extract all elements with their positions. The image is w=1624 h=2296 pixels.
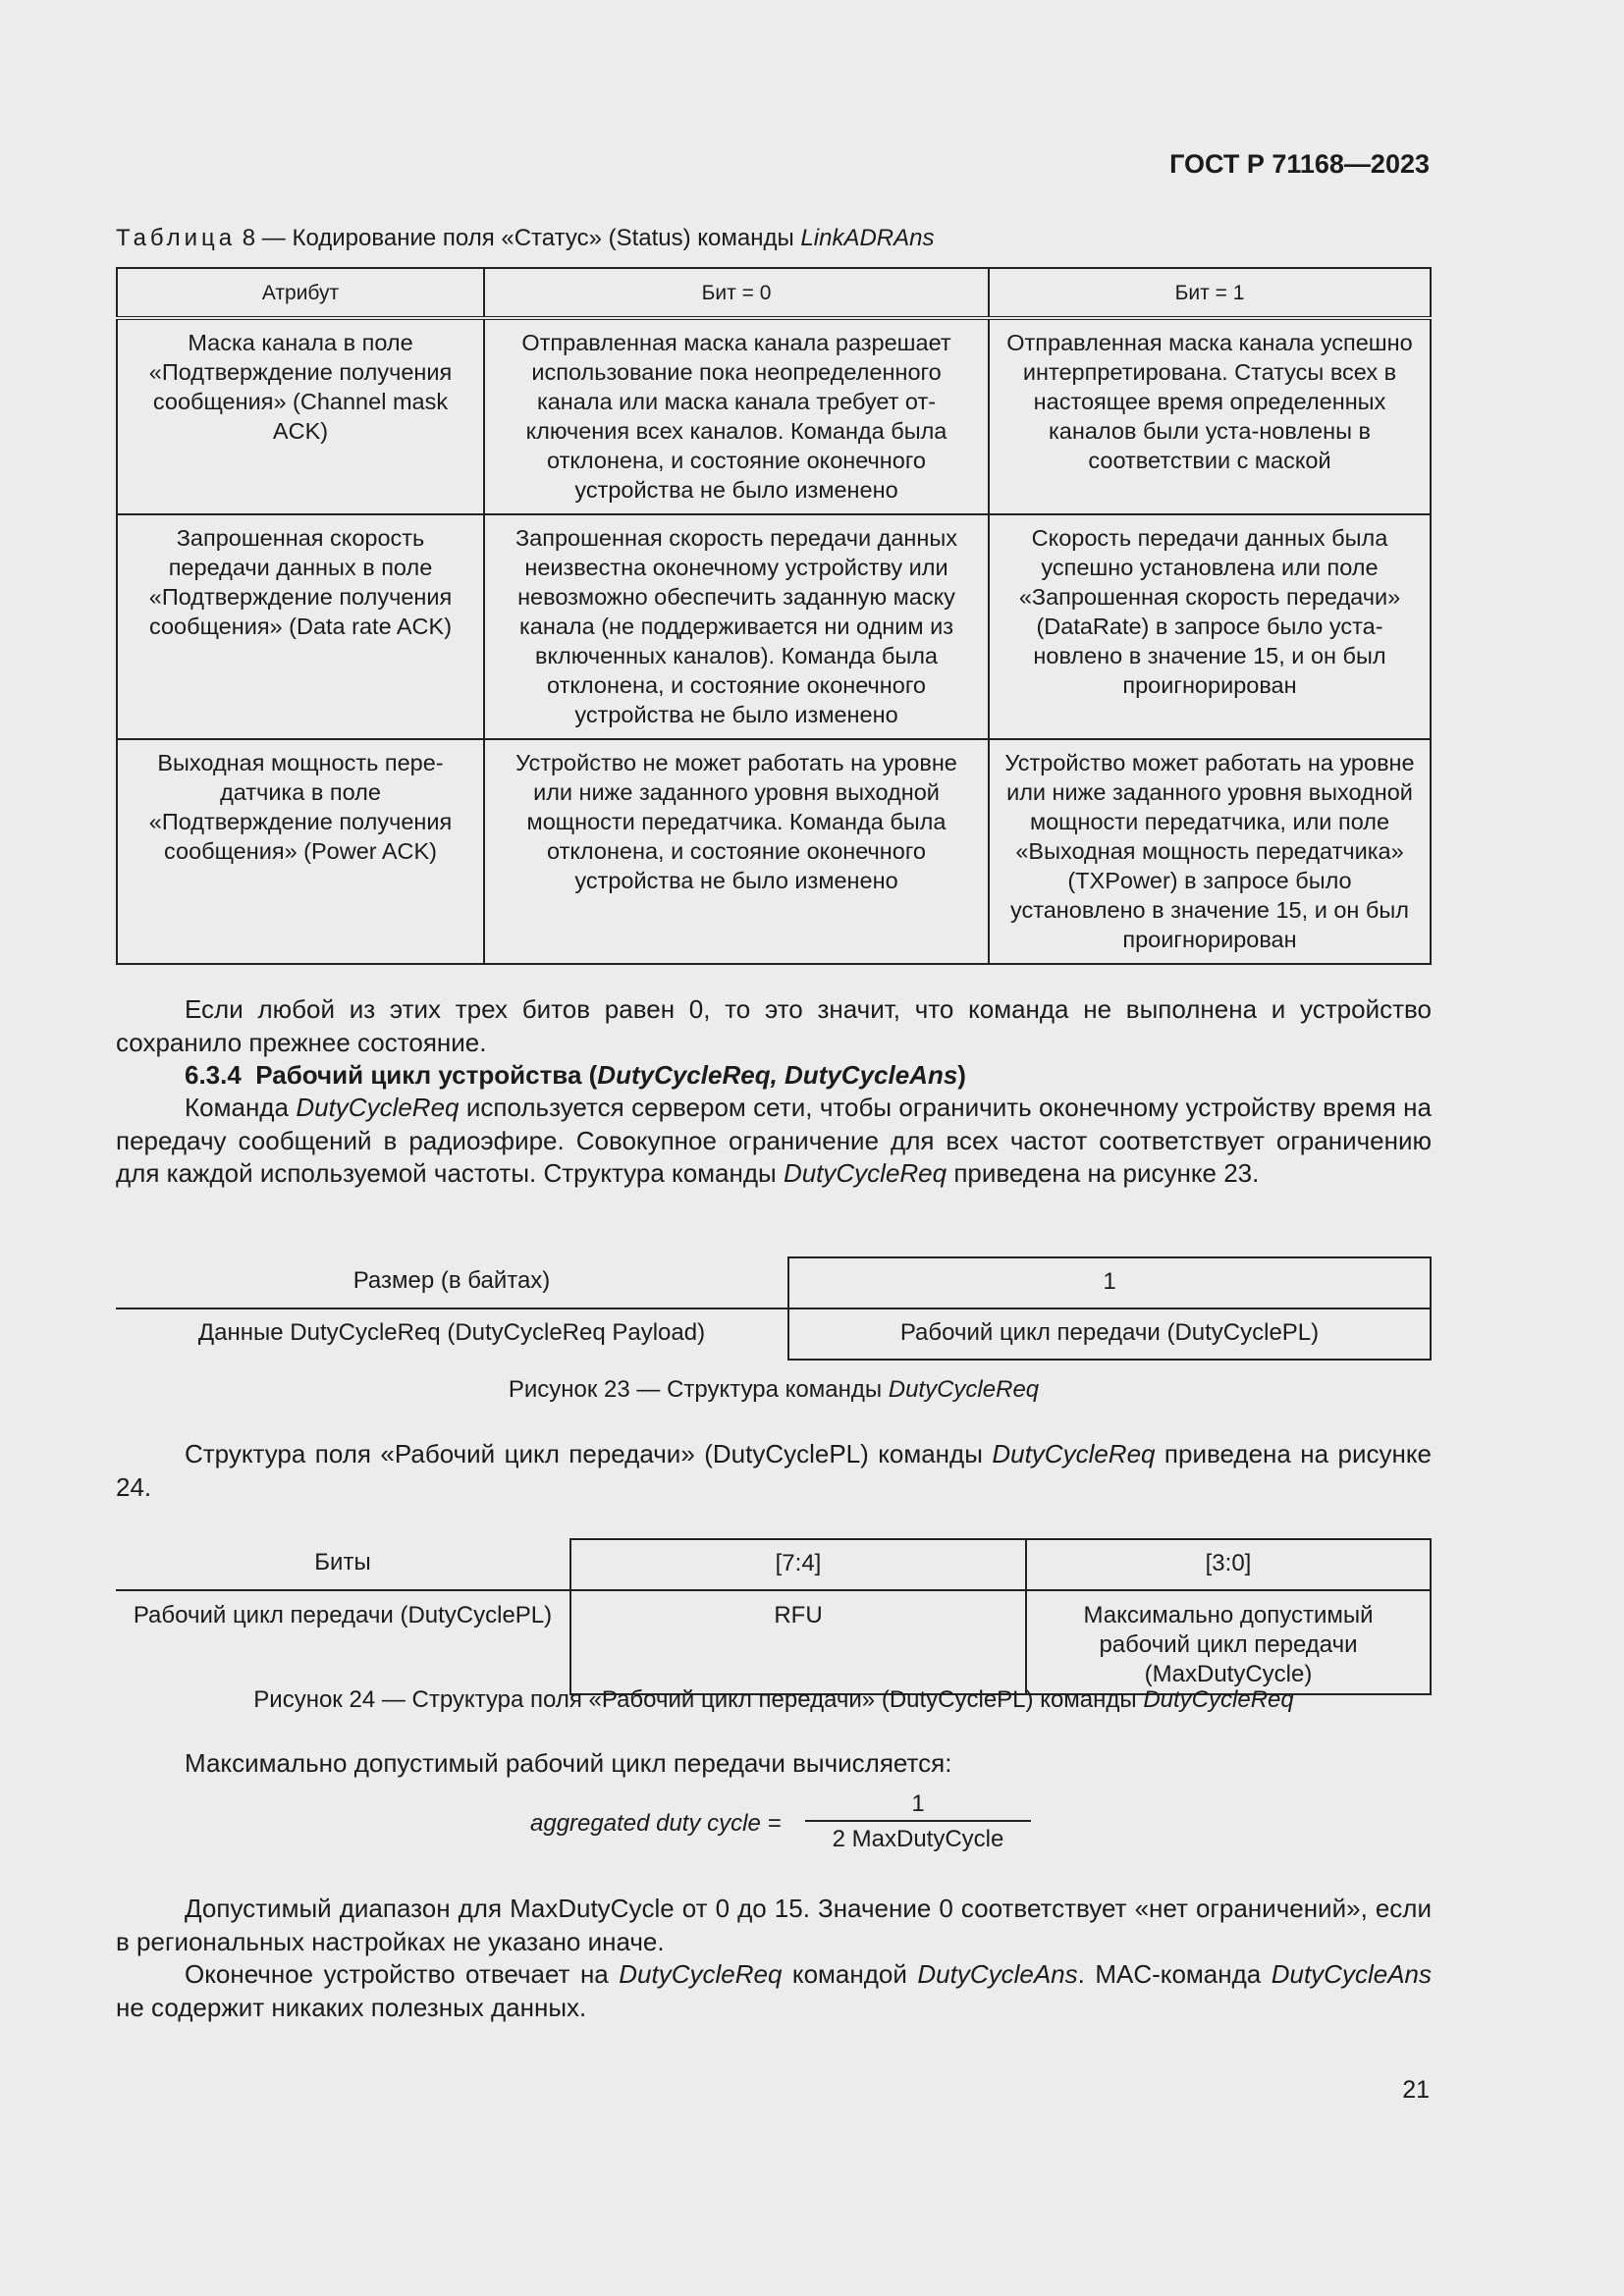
caption-command: DutyCycleReq [888, 1376, 1040, 1403]
table-cell-bit1: Отправленная маска канала успешно интерпретирована. Статусы всех в настоящее время определенных каналов были уста-новлены в соответствии с маской [989, 318, 1431, 514]
figure24-bits-low: [3:0] [1026, 1539, 1431, 1590]
caption-text: Рисунок 24 — Структура поля «Рабочий цикл передачи» (DutyCyclePL) команды [253, 1686, 1144, 1713]
table-cell-bit1: Устройство может работать на уровне или ниже заданного уровня выходной мощности передатчика, или поле «Выходная мощность передатчика» (TXPower) в запросе было установлено в значение 15, и он был проигнорирован [989, 739, 1431, 964]
command-name: DutyCycleAns [917, 1959, 1078, 1989]
formula-numerator: 1 [911, 1790, 925, 1817]
paragraph-text: Команда [185, 1093, 297, 1122]
paragraph-text: Структура поля «Рабочий цикл передачи» (DutyCyclePL) команды [185, 1439, 993, 1468]
paragraph-text: Допустимый диапазон для MaxDutyCycle от 0 до 15. Значение 0 соответствует «нет ограничений», если в региональных настройках не указано иначе. [116, 1894, 1432, 1956]
figure23-table [116, 1256, 1432, 1361]
paragraph-bits [116, 993, 1432, 1059]
paragraph-text: . MAC-команда [1077, 1959, 1272, 1989]
table-cell-bit1: Скорость передачи данных была успешно установлена или поле «Запрошенная скорость передачи» (DataRate) в запросе было уста-новлено в значение 15, и он был проигнорирован [989, 514, 1431, 739]
table8-caption-prefix: Таблица [116, 225, 237, 251]
figure24-field-label: Рабочий цикл передачи (DutyCyclePL) [133, 1602, 553, 1629]
table-row [117, 318, 1431, 514]
figure23-payload-label: Данные DutyCycleReq (DutyCycleReq Payload) [197, 1319, 706, 1346]
paragraph-max-duty [116, 1747, 1432, 1781]
section-heading-6-3-4 [185, 1059, 966, 1093]
table-row [117, 739, 1431, 964]
table8-caption-command: LinkADRAns [800, 225, 935, 251]
formula-fraction [805, 1789, 1031, 1855]
table-cell-bit0: Устройство не может работать на уровне или ниже заданного уровня выходной мощности передатчика. Команда была отклонена, и состояние оконечного устройства не было изменено [484, 739, 989, 964]
table-cell-attribute: Запрошенная скорость передачи данных в поле «Подтверждение получения сообщения» (Data rate ACK) [117, 514, 484, 739]
figure23-size-value: 1 [788, 1257, 1431, 1308]
command-name: DutyCycleReq [619, 1959, 783, 1989]
paragraph-text: приведена на рисунке 24. [116, 1439, 1432, 1502]
section-title: Рабочий цикл устройства ( [255, 1060, 598, 1090]
section-title-close: ) [957, 1060, 966, 1090]
table-cell-bit0: Запрошенная скорость передачи данных неизвестна оконечному устройству или невозможно обеспечить заданную маску канала (не поддерживается ни одним из включенных каналов). Команда была отклонена, и состояние оконечного устройства не было изменено [484, 514, 989, 739]
table-header-bit0: Бит = 0 [484, 268, 989, 318]
page-number: 21 [1402, 2076, 1430, 2104]
paragraph-text: используется сервером сети, чтобы ограничить оконечному устройству время на передачу сообщений в радиоэфире. Совокупное ограничение для всех частот соответствует ограничению для каждой используемой частоты. Структура команды [116, 1093, 1433, 1188]
table-cell-attribute: Маска канала в поле «Подтверждение получения сообщения» (Channel mask ACK) [117, 318, 484, 514]
standard-header: ГОСТ Р 71168—2023 [1169, 149, 1430, 179]
figure24-bits-high: [7:4] [570, 1539, 1026, 1590]
paragraph-text: Максимально допустимый рабочий цикл передачи вычисляется: [185, 1748, 952, 1778]
figure24-bits-label: Биты [116, 1539, 570, 1590]
paragraph-text: Оконечное устройство отвечает на [185, 1959, 620, 1989]
command-name: DutyCycleReq [296, 1093, 460, 1122]
paragraph-dutycycleans [116, 1958, 1432, 2024]
paragraph-dutycyclereq [116, 1092, 1432, 1191]
caption-command: DutyCycleReq [1143, 1686, 1294, 1713]
status-field-table [116, 267, 1432, 965]
section-number: 6.3.4 [185, 1060, 242, 1090]
figure24-caption [116, 1686, 1432, 1714]
table-cell-attribute: Выходная мощность пере-датчика в поле «Подтверждение получения сообщения» (Power ACK) [117, 739, 484, 964]
table-header-bit1: Бит = 1 [989, 268, 1431, 318]
paragraph-dutycyclepl [116, 1438, 1432, 1504]
command-name: DutyCycleReq [992, 1439, 1156, 1468]
table8-caption [116, 225, 934, 252]
table-header-attribute: Атрибут [117, 268, 484, 318]
figure23-caption [116, 1376, 1432, 1404]
figure24-maxdutycycle: Максимально допустимый рабочий цикл передачи (MaxDutyCycle) [1026, 1590, 1431, 1694]
paragraph-range [116, 1893, 1432, 1958]
command-name: DutyCycleReq [783, 1158, 947, 1188]
command-name: DutyCycleAns [1271, 1959, 1432, 1989]
formula-lhs: aggregated duty cycle = [530, 1810, 782, 1837]
formula-denominator: 2 MaxDutyCycle [832, 1826, 1004, 1852]
table-row [117, 514, 1431, 739]
figure23-payload-value: Рабочий цикл передачи (DutyCyclePL) [788, 1308, 1431, 1360]
figure24-table [116, 1538, 1432, 1695]
caption-text: Рисунок 23 — Структура команды [508, 1376, 889, 1403]
paragraph-text: не содержит никаких полезных данных. [116, 1992, 587, 2022]
table8-caption-title: 8 — Кодирование поля «Статус» (Status) команды [242, 225, 801, 251]
paragraph-text: Если любой из этих трех битов равен 0, то это значит, что команда не выполнена и устройство сохранило прежнее состояние. [116, 994, 1432, 1057]
paragraph-text: командой [782, 1959, 918, 1989]
figure23-size-label: Размер (в байтах) [116, 1257, 788, 1308]
figure24-rfu: RFU [570, 1590, 1026, 1694]
table-cell-bit0: Отправленная маска канала разрешает использование пока неопределенного канала или маска канала требует от-ключения всех каналов. Команда была отклонена, и состояние оконечного устройства не было изменено [484, 318, 989, 514]
section-commands: DutyCycleReq, DutyCycleAns [597, 1060, 958, 1090]
paragraph-text: приведена на рисунке 23. [947, 1158, 1260, 1188]
